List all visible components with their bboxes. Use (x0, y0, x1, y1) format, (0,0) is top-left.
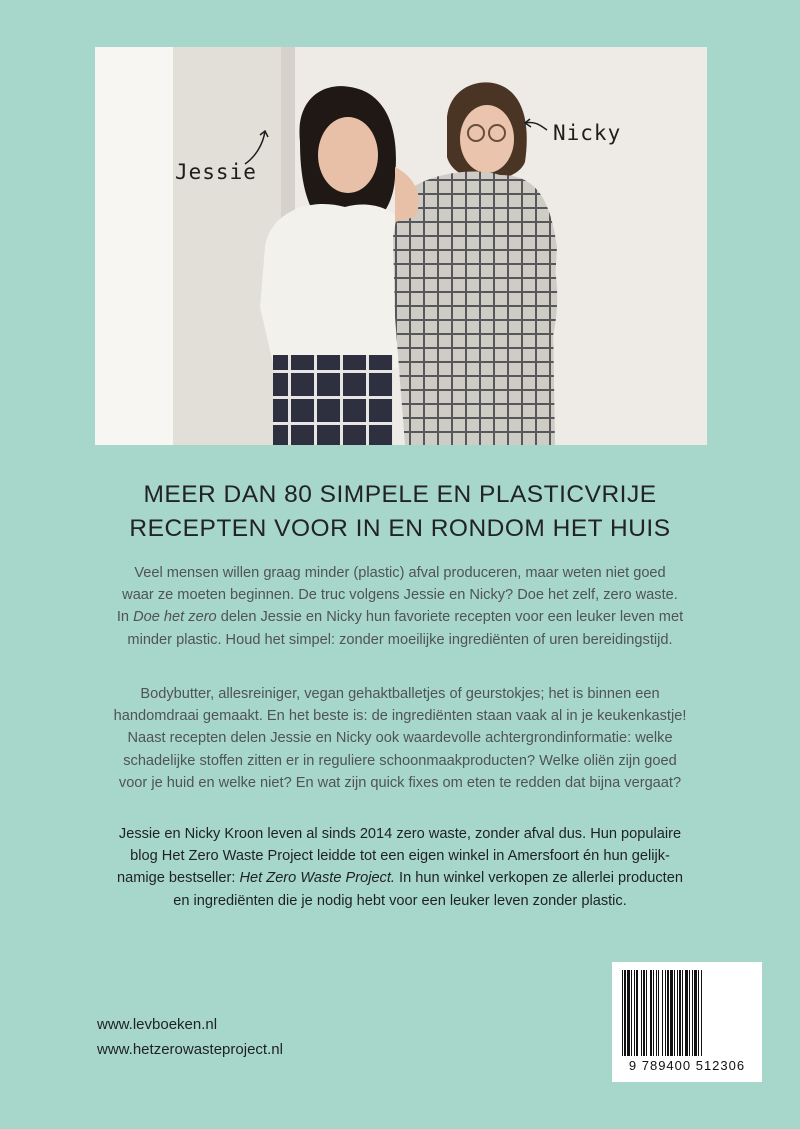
intro-paragraph (100, 562, 700, 651)
barcode-bar (698, 970, 699, 1056)
authors-line-3 (100, 867, 700, 889)
intro-line-1: Veel mensen willen graag minder (plastic) afval produceren, maar weten niet goed (134, 565, 666, 581)
barcode-bar (667, 970, 669, 1056)
barcode-bar (653, 970, 654, 1056)
barcode-bar (636, 970, 638, 1056)
recipes-line-1: Bodybutter, allesreiniger, vegan gehaktballetjes of geurstokjes; het is binnen een (140, 686, 660, 702)
arrow-jessie-icon (245, 131, 265, 164)
authors-line-2: blog Het Zero Waste Project leidde tot een eigen winkel in Amersfoort én hun gelijk- (130, 848, 670, 865)
barcode-bar (701, 970, 702, 1056)
bestseller-title: Het Zero Waste Project. (239, 870, 395, 887)
intro-line-3-pre: In (116, 609, 134, 626)
annotation-arrows (95, 47, 707, 445)
authors-paragraph (100, 823, 700, 912)
authors-line-4: en ingrediënten die je nodig hebt voor een leuker leven zonder plastic. (173, 892, 627, 909)
barcode-bar (677, 970, 678, 1056)
headline (60, 478, 740, 546)
barcode-bar (692, 970, 693, 1056)
intro-line-3 (100, 606, 700, 628)
barcode-bar (650, 970, 652, 1056)
barcode-bar (674, 970, 675, 1056)
label-jessie: Jessie (175, 160, 257, 184)
headline-line-1: MEER DAN 80 SIMPELE EN PLASTICVRIJE (143, 481, 657, 508)
authors-line-1: Jessie en Nicky Kroon leven al sinds 2014 zero waste, zonder afval dus. Hun populaire (118, 826, 682, 842)
barcode (612, 962, 762, 1082)
barcode-bar (685, 970, 688, 1056)
barcode-bar (624, 970, 626, 1056)
barcode-bar (670, 970, 673, 1056)
link-hetzerowasteproject[interactable]: www.hetzerowasteproject.nl (97, 1041, 283, 1058)
intro-line-3-post: delen Jessie en Nicky hun favoriete recepten voor een leuker leven met (216, 609, 684, 626)
barcode-bar (631, 970, 632, 1056)
barcode-bar (689, 970, 690, 1056)
barcode-bar (634, 970, 635, 1056)
barcode-bar (679, 970, 681, 1056)
isbn-number: 9 789400 512306 (628, 1058, 746, 1073)
arrow-nicky-icon (525, 122, 547, 130)
label-nicky: Nicky (553, 121, 622, 145)
barcode-bar (641, 970, 642, 1056)
recipes-line-3: Naast recepten delen Jessie en Nicky ook waardevolle achtergrondinformatie: welke (127, 730, 673, 747)
intro-line-4: minder plastic. Houd het simpel: zonder moeilijke ingrediënten of uren bereidingstijd. (127, 631, 673, 648)
barcode-bar (662, 970, 663, 1056)
barcode-bar (682, 970, 683, 1056)
recipes-line-4: schadelijke stoffen zitten er in reguliere schoonmaakproducten? Welke oliën zijn goed (123, 752, 677, 769)
barcode-bar (665, 970, 666, 1056)
headline-line-2: RECEPTEN VOOR IN EN RONDOM HET HUIS (129, 515, 671, 542)
intro-line-2: waar ze moeten beginnen. De truc volgens Jessie en Nicky? Doe het zelf, zero waste. (122, 587, 678, 604)
barcode-bar (658, 970, 659, 1056)
barcode-bar (627, 970, 630, 1056)
authors-line-3-pre: namige bestseller: (117, 870, 240, 887)
barcode-bar (643, 970, 645, 1056)
barcode-bar (646, 970, 647, 1056)
book-title: Doe het zero (133, 609, 217, 626)
cover-photo (95, 47, 707, 445)
recipes-line-2: handomdraai gemaakt. En het beste is: de ingrediënten staan vaak al in je keukenkastje! (113, 708, 687, 725)
barcode-bar (656, 970, 657, 1056)
recipes-line-5: voor je huid en welke niet? En wat zijn quick fixes om eten te redden dat bijna vergaat? (118, 774, 682, 791)
barcode-bar (622, 970, 623, 1056)
barcode-bar (694, 970, 697, 1056)
link-levboeken[interactable]: www.levboeken.nl (97, 1016, 218, 1033)
authors-line-3-post: In hun winkel verkopen ze allerlei producten (394, 870, 683, 887)
recipes-paragraph (100, 683, 700, 794)
